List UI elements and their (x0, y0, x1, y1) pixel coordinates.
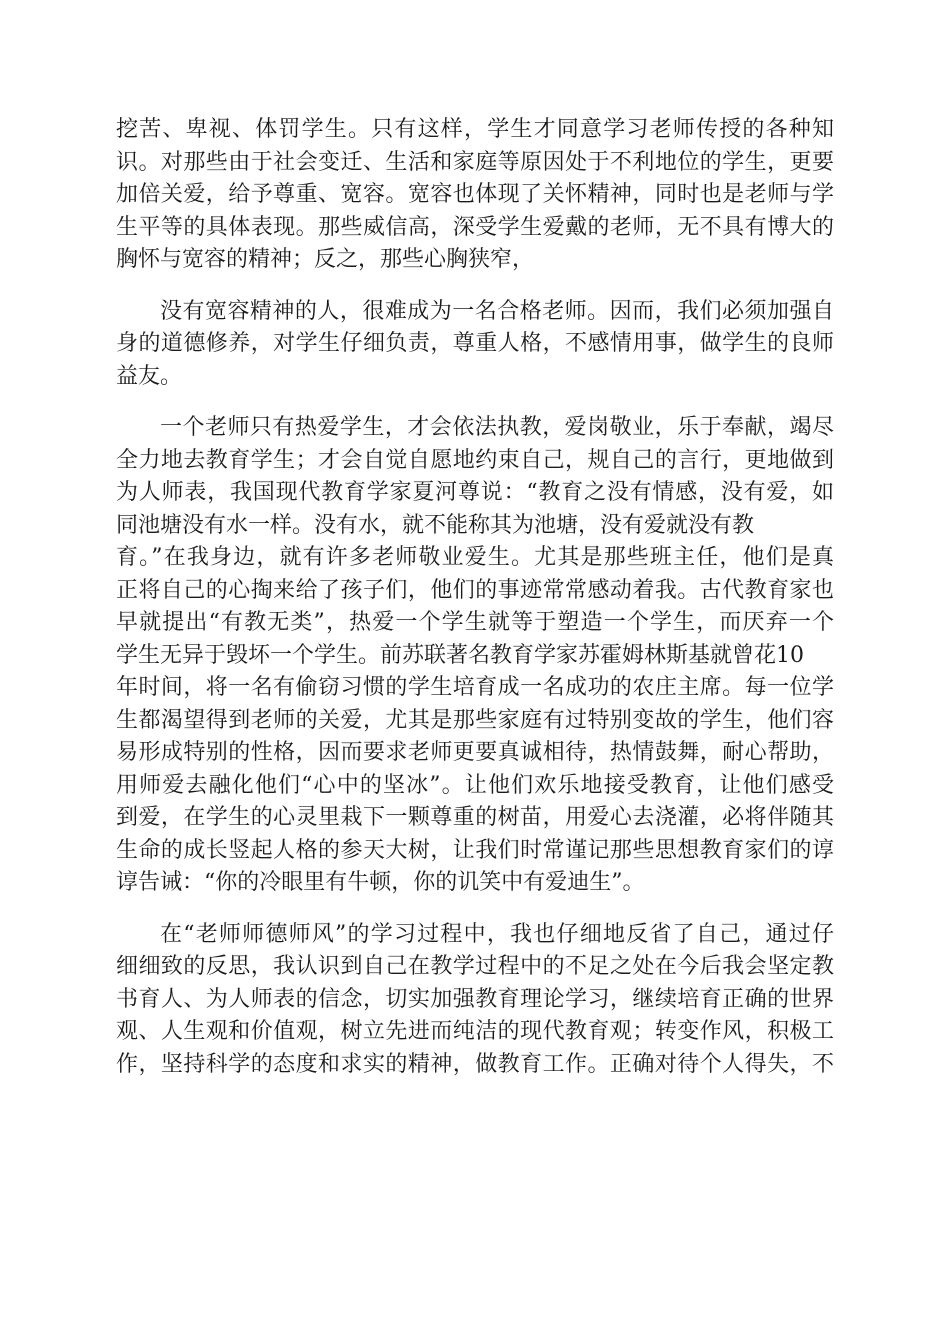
text-line: 易形成特别的性格，因而要求老师更要真诚相待，热情鼓舞，耐心帮助， (116, 740, 834, 765)
text-line: 育。”在我身边，就有许多老师敬业爱生。尤其是那些班主任，他们是真 (116, 545, 834, 570)
text-line: 一个老师只有热爱学生，才会依法执教，爱岗敬业，乐于奉献，竭尽 (160, 415, 834, 440)
text-line: 细细致的反思，我认识到自己在教学过程中的不足之处在今后我会坚定教 (116, 954, 834, 979)
text-line: 用师爱去融化他们“心中的坚冰”。让他们欢乐地接受教育，让他们感受 (116, 772, 834, 798)
paragraph-1 (116, 114, 834, 277)
text-line: 正将自己的心掏来给了孩子们，他们的事迹常常感动着我。古代教育家也 (116, 577, 834, 603)
text-line: 年时间，将一名有偷窃习惯的学生培育成一名成功的农庄主席。每一位学 (116, 675, 834, 700)
text-line: 没有宽容精神的人，很难成为一名合格老师。因而，我们必须加强自 (160, 298, 834, 324)
paragraph-3 (116, 412, 834, 900)
text-line: 学生无异于毁坏一个学生。前苏联著名教育学家苏霍姆林斯基就曾花10 (116, 642, 804, 668)
text-line: 生命的成长竖起人格的参天大树，让我们时常谨记那些思想教育家们的谆 (116, 837, 834, 863)
text-line: 为人师表，我国现代教育学家夏河尊说：“教育之没有情感，没有爱，如 (116, 480, 834, 505)
text-line: 全力地去教育学生；才会自觉自愿地约束自己，规自己的言行，更地做到 (116, 447, 834, 473)
text-line: 加倍关爱，给予尊重、宽容。宽容也体现了关怀精神，同时也是老师与学 (116, 182, 834, 207)
text-line: 益友。 (116, 363, 183, 389)
text-line: 作，坚持科学的态度和求实的精神，做教育工作。正确对待个人得失，不 (116, 1051, 834, 1077)
text-line: 早就提出“有教无类”，热爱一个学生就等于塑造一个学生，而厌弃一个 (116, 610, 834, 635)
text-line: 同池塘没有水一样。没有水，就不能称其为池塘，没有爱就没有教 (116, 512, 755, 538)
text-line: 识。对那些由于社会变迁、生活和家庭等原因处于不利地位的学生，更要 (116, 149, 834, 175)
text-line: 胸怀与宽容的精神；反之，那些心胸狭窄， (116, 247, 535, 272)
paragraph-2 (116, 296, 834, 394)
text-line: 谆告诫：“你的冷眼里有牛顿，你的讥笑中有爱迪生”。 (116, 870, 645, 895)
text-line: 到爱，在学生的心灵里栽下一颗尊重的树苗，用爱心去浇灌，必将伴随其 (116, 805, 834, 830)
document-body (116, 114, 834, 1100)
text-line: 生都渴望得到老师的关爱，尤其是那些家庭有过特别变故的学生，他们容 (116, 707, 834, 733)
text-line: 生平等的具体表现。那些威信高，深受学生爱戴的老师，无不具有博大的 (116, 214, 834, 240)
text-line: 在“老师师德师风”的学习过程中，我也仔细地反省了自己，通过仔 (160, 921, 834, 947)
paragraph-4 (116, 919, 834, 1082)
text-line: 观、人生观和价值观，树立先进而纯洁的现代教育观；转变作风，积极工 (116, 1019, 834, 1044)
text-line: 书育人、为人师表的信念，切实加强教育理论学习，继续培育正确的世界 (116, 986, 834, 1012)
text-line: 身的道德修养，对学生仔细负责，尊重人格，不感情用事，做学生的良师 (116, 331, 834, 356)
text-line: 挖苦、卑视、体罚学生。只有这样，学生才同意学习老师传授的各种知 (116, 117, 834, 142)
